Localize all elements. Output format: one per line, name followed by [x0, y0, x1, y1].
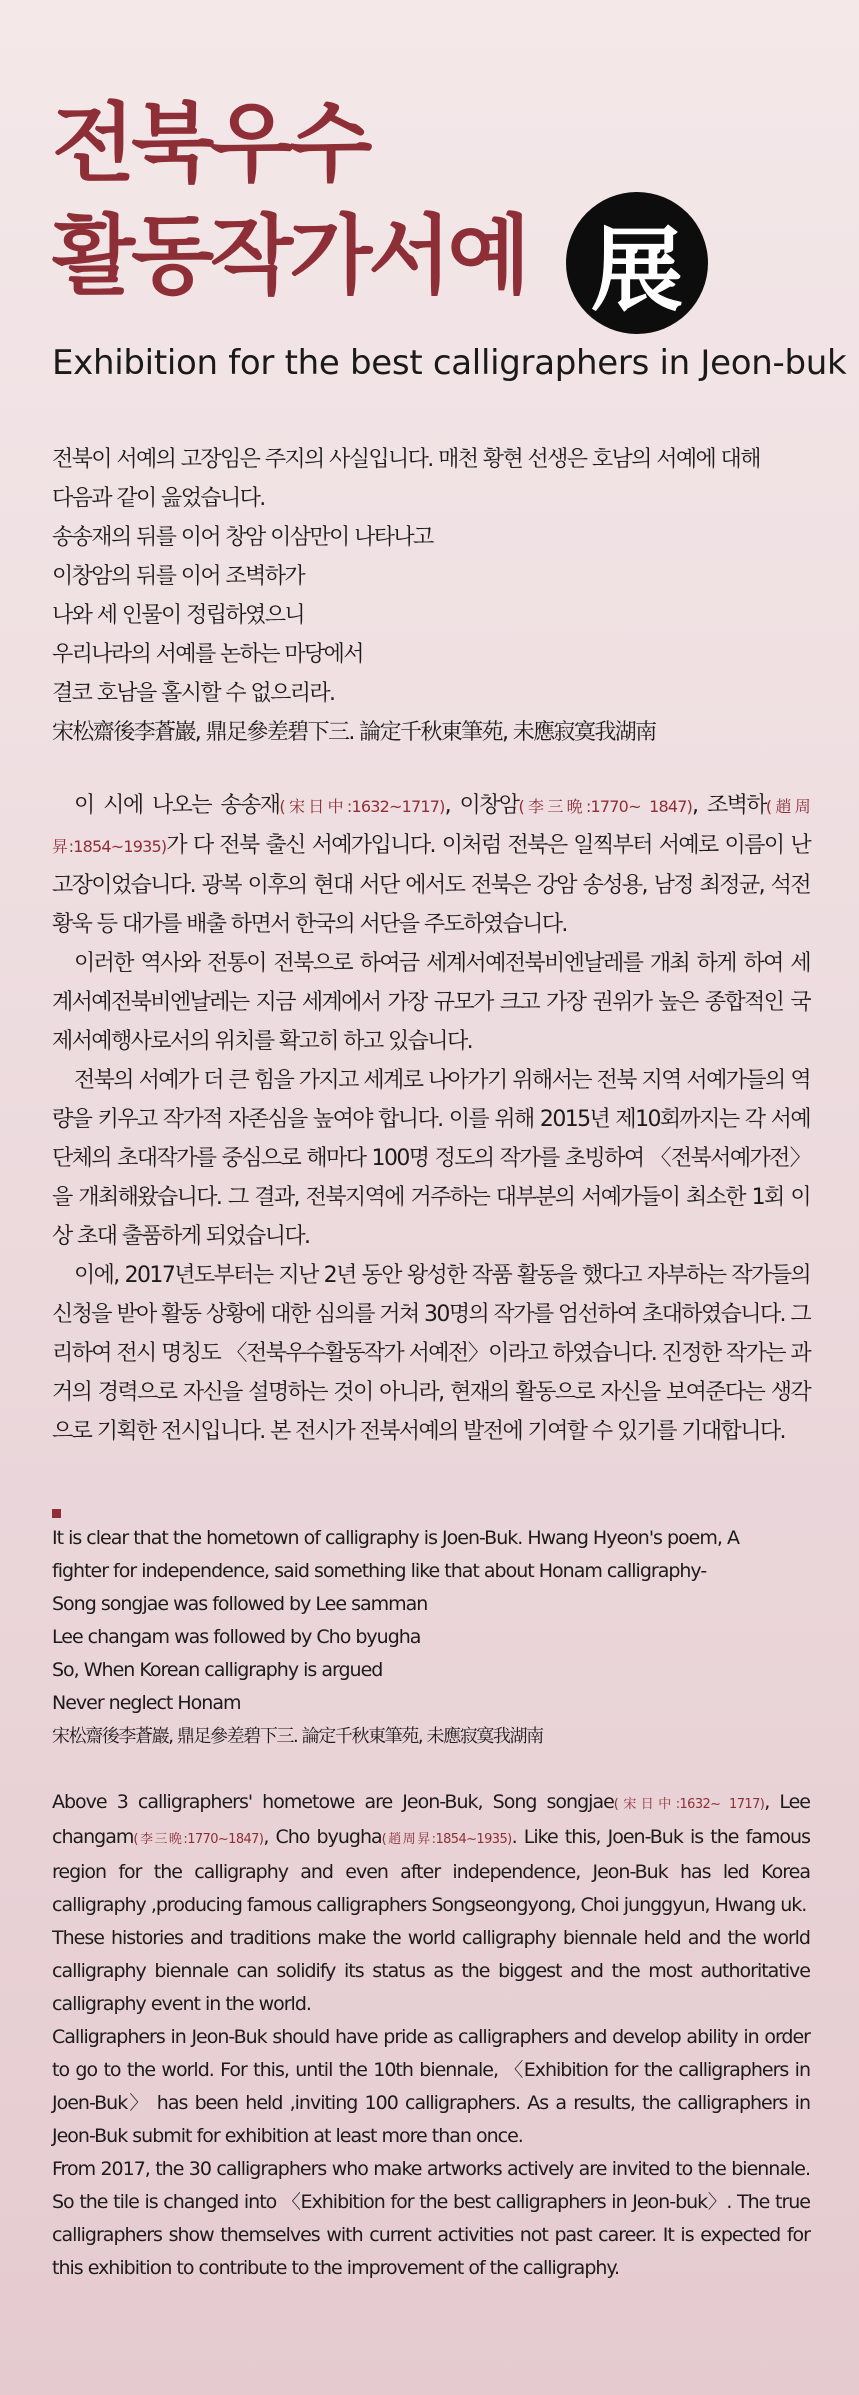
title-line-2: 활동작가서예	[52, 206, 527, 306]
english-text: . Like this, Joen-Buk is the famous region for the calligraphy and even after independence, Jeon-Buk has led Korea calligraphy ,producing famous calligraphers Songseongyong, Choi junggyun, Hwang uk.	[52, 1826, 810, 1916]
hanja-note: (宋日中:1632~ 1717)	[613, 1797, 765, 1812]
korean-poem-line: 우리나라의 서예를 논하는 마당에서	[52, 642, 363, 667]
english-poem-section	[52, 1522, 810, 1753]
hanja-note: (趙周昇:1854~1935)	[52, 797, 810, 856]
english-poem-line: Song songjae was followed by Lee samman	[52, 1593, 428, 1615]
english-paragraph-2: These histories and traditions make the world calligraphy biennale held and the world calligraphy biennale can solidify its status as the biggest and the most authoritative calligraphy event in the world.	[52, 1927, 810, 2015]
korean-poem-line: 결코 호남을 홀시할 수 없으리라.	[52, 681, 335, 706]
korean-poem-hanja: 宋松齋後李蒼巖, 鼎足參差碧下三. 論定千秋東筆苑, 未應寂寞我湖南	[52, 720, 656, 745]
korean-poem-line: 나와 세 인물이 정립하였으니	[52, 603, 305, 628]
english-poem-line: So, When Korean calligraphy is argued	[52, 1659, 383, 1681]
korean-paragraph-2: 이러한 역사와 전통이 전북으로 하여금 세계서예전북비엔날레를 개최 하게 하여 세계서예전북비엔날레는 지금 세계에서 가장 규모가 크고 가장 권위가 높은 종합적인 국제서예행사로서의 위치를 확고히 하고 있습니다.	[52, 951, 810, 1054]
korean-text: , 조벽하	[692, 793, 766, 818]
hanja-note: (李三晩:1770~ 1847)	[518, 797, 693, 816]
title-line-1: 전북우수	[52, 94, 369, 194]
english-poem-hanja: 宋松齋後李蒼巖, 鼎足參差碧下三. 論定千秋東筆苑, 未應寂寞我湖南	[52, 1726, 543, 1747]
english-body-section	[52, 1786, 810, 2285]
korean-poem-line: 이창암의 뒤를 이어 조벽하가	[52, 564, 305, 589]
english-paragraph-1	[52, 1786, 810, 1922]
hanja-note: (李三晩:1770~1847)	[133, 1832, 264, 1847]
english-poem-line: Lee changam was followed by Cho byugha	[52, 1626, 421, 1648]
section-marker	[52, 1509, 61, 1518]
korean-paragraph-3: 전북의 서예가 더 큰 힘을 가지고 세계로 나아가기 위해서는 전북 지역 서예가들의 역량을 키우고 작가적 자존심을 높여야 합니다. 이를 위해 2015년 제10회까지는 각 서예단체의 초대작가를 중심으로 해마다 100명 정도의 작가를 초빙하여 〈전북서예가전〉을 개최해왔습니다. 그 결과, 전북지역에 거주하는 대부분의 서예가들이 최소한 1회 이상 초대 출품하게 되었습니다.	[52, 1068, 810, 1249]
english-poem-line: It is clear that the hometown of calligraphy is Joen-Buk. Hwang Hyeon's poem, A	[52, 1527, 739, 1549]
korean-paragraph-4: 이에, 2017년도부터는 지난 2년 동안 왕성한 작품 활동을 했다고 자부하는 작가들의 신청을 받아 활동 상황에 대한 심의를 거쳐 30명의 작가를 엄선하여 초대하였습니다. 그리하여 전시 명칭도 〈전북우수활동작가 서예전〉이라고 하였습니다. 진정한 작가는 과거의 경력으로 자신을 설명하는 것이 아니라, 현재의 활동으로 자신을 보여준다는 생각으로 기획한 전시입니다. 본 전시가 전북서예의 발전에 기여할 수 있기를 기대합니다.	[52, 1263, 810, 1444]
english-subtitle: Exhibition for the best calligraphers in Jeon-buk	[52, 343, 847, 383]
korean-body-section	[52, 786, 810, 1451]
korean-poem-section	[52, 440, 810, 752]
korean-paragraph-1	[52, 786, 810, 944]
korean-text: 이 시에 나오는 송송재	[74, 793, 280, 818]
english-poem-line: Never neglect Honam	[52, 1692, 241, 1714]
english-text: Above 3 calligraphers' hometowe are Jeon-Buk, Song songjae	[52, 1791, 614, 1813]
korean-text: 가 다 전북 출신 서예가입니다. 이처럼 전북은 일찍부터 서예로 이름이 난 고장이었습니다. 광복 이후의 현대 서단 에서도 전북은 강암 송성용, 남정 최정균, 석전 황욱 등 대가를 배출 하면서 한국의 서단을 주도하였습니다.	[52, 833, 810, 937]
korean-poem-line: 다음과 같이 읊었습니다.	[52, 486, 265, 511]
exhibition-badge: 展	[566, 192, 708, 334]
korean-text: , 이창암	[444, 793, 519, 818]
english-text: , Lee changam	[52, 1791, 810, 1848]
hanja-note: (趙周昇:1854~1935)	[381, 1832, 512, 1847]
english-poem-line: fighter for independence, said something like that about Honam calligraphy-	[52, 1560, 707, 1582]
english-paragraph-3: Calligraphers in Jeon-Buk should have pride as calligraphers and develop ability in order to go to the world. For this, until the 10th biennale, 〈Exhibition for the calligraphers in Joen-Buk〉 has been held ,inviting 100 calligraphers. As a results, the calligraphers in Jeon-Buk submit for exhibition at least more than once.	[52, 2026, 810, 2147]
page-title	[52, 88, 526, 312]
korean-poem-line: 전북이 서예의 고장임은 주지의 사실입니다. 매천 황현 선생은 호남의 서예에 대해	[52, 447, 760, 472]
hanja-note: (宋日中:1632~1717)	[279, 797, 445, 816]
english-paragraph-4: From 2017, the 30 calligraphers who make artworks actively are invited to the biennale. So the tile is changed into 〈Exhibition for the best calligraphers in Jeon-buk〉. The true calligraphers show themselves with current activities not past career. It is expected for this exhibition to contribute to the improvement of the calligraphy.	[52, 2158, 810, 2279]
english-text: , Cho byugha	[263, 1826, 382, 1848]
korean-poem-line: 송송재의 뒤를 이어 창암 이삼만이 나타나고	[52, 525, 433, 550]
